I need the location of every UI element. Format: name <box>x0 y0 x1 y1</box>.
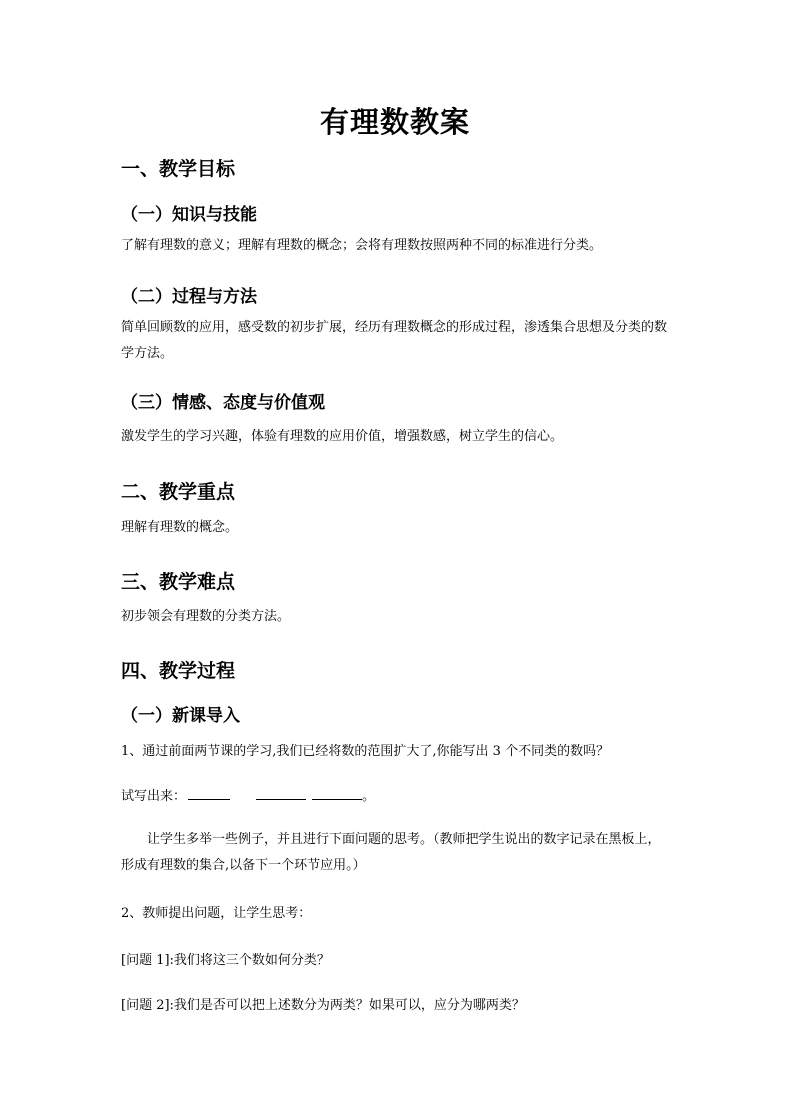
paragraph-teaching-difficulty: 初步领会有理数的分类方法。 <box>121 609 291 624</box>
paragraph-question-1: [问题 1]:我们将这三个数如何分类？ <box>121 953 330 968</box>
heading-teaching-process: 四、教学过程 <box>121 660 236 682</box>
subheading-emotion-values: （三）情感、态度与价值观 <box>121 393 325 413</box>
subheading-lesson-intro: （一）新课导入 <box>121 706 240 726</box>
paragraph-emotion-values: 激发学生的学习兴趣，体验有理数的应用价值，增强数感，树立学生的信心。 <box>121 429 564 444</box>
paragraph-question-2: [问题 2]:我们是否可以把上述数分为两类？如果可以，应分为哪两类？ <box>121 998 525 1013</box>
subheading-process-methods: （二）过程与方法 <box>121 287 257 307</box>
paragraph-teacher-note: 让学生多举一些例子，并且进行下面问题的思考。（教师把学生说出的数字记录在黑板上，形成有理数的集合,以备下一个环节应用。） <box>121 832 661 873</box>
fill-in-line <box>121 784 671 810</box>
document-title: 有理数教案 <box>319 105 470 139</box>
paragraph-teaching-focus: 理解有理数的概念。 <box>121 520 239 535</box>
answer-blank-1[interactable] <box>188 785 230 800</box>
heading-teaching-difficulty: 三、教学难点 <box>121 571 236 593</box>
subheading-knowledge-skills: （一）知识与技能 <box>121 205 257 225</box>
heading-teaching-focus: 二、教学重点 <box>121 481 236 503</box>
answer-blank-3[interactable] <box>312 785 362 800</box>
paragraph-item-1: 1、通过前面两节课的学习,我们已经将数的范围扩大了,你能写出 3 个不同类的数吗？ <box>121 744 610 759</box>
heading-teaching-objectives: 一、教学目标 <box>121 158 236 180</box>
fill-in-label: 试写出来： <box>121 789 187 804</box>
paragraph-item-2: 2、教师提出问题，让学生思考： <box>121 906 312 921</box>
paragraph-knowledge-skills: 了解有理数的意义；理解有理数的概念；会将有理数按照两种不同的标准进行分类。 <box>121 238 603 253</box>
answer-blank-2[interactable] <box>256 785 306 800</box>
fill-in-end: 。 <box>362 789 376 804</box>
paragraph-process-methods: 简单回顾数的应用，感受数的初步扩展，经历有理数概念的形成过程，渗透集合思想及分类的数学方法。 <box>121 320 668 361</box>
